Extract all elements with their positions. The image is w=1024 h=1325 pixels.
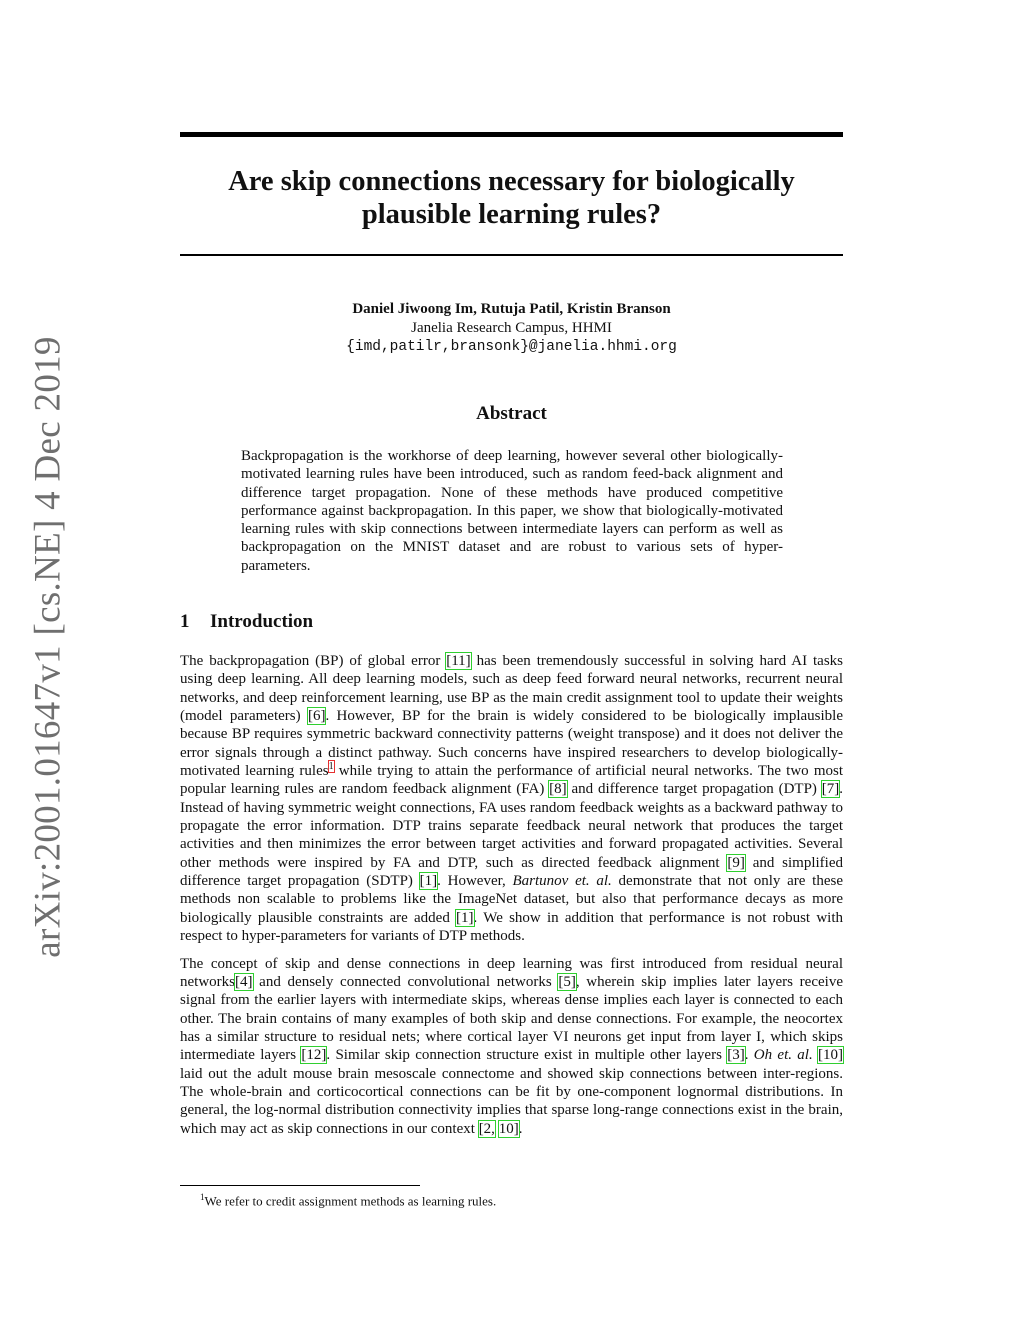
paper-title — [180, 165, 843, 231]
footnote-text: We refer to credit assignment methods as learning rules. — [204, 1193, 497, 1209]
text-run: demonstrate that not only are these methods non scalable to problems like the ImageNet dataset, but also that performance decays as more biologically plausible constraints are added — [180, 873, 843, 926]
abstract-heading: Abstract — [476, 403, 547, 424]
author-email[interactable]: {imd,patilr,bransonk}@janelia.hhmi.org — [346, 339, 677, 355]
text-run: and simplified difference target propagation (SDTP) — [180, 854, 843, 890]
text-run: and densely connected convolutional networks — [252, 973, 559, 990]
text-run: has been tremendously successful in solving hard AI tasks using deep learning. All deep learning models, such as deep feed forward neural networks, recurrent neural networks, and deep reinforcement learning, use BP as the main credit assignment tool to update their weights (model parameters) — [180, 653, 843, 725]
citation-link[interactable]: [6] — [307, 708, 326, 725]
citation-link[interactable]: [4] — [235, 973, 253, 990]
title-line-2: plausible learning rules? — [361, 199, 662, 230]
citation-link[interactable]: [8] — [549, 781, 567, 798]
citation-link[interactable]: 10] — [498, 1120, 519, 1137]
citation-link[interactable]: [9] — [727, 854, 745, 871]
footnote — [200, 1189, 496, 1209]
footnote-mark: 1 — [200, 1192, 205, 1202]
text-run: while trying to attain the performance of artificial neural networks. The two most popular learning rules are random feedback alignment (FA) — [180, 763, 843, 798]
citation-link[interactable]: [5] — [558, 973, 576, 990]
author-names: Daniel Jiwoong Im, Rutuja Patil, Kristin Branson — [352, 301, 671, 317]
title-line-1: Are skip connections necessary for biologically — [228, 166, 795, 197]
author-emphasis: Oh et. al. — [753, 1047, 813, 1064]
text-run: . We show in addition that performance is not robust with respect to hyper-parameters for variants of DTP methods. — [180, 909, 843, 945]
introduction-body — [180, 652, 843, 1147]
citation-link[interactable]: [1] — [456, 909, 474, 926]
text-run: . However, — [437, 873, 513, 890]
paragraph-1 — [180, 652, 843, 946]
author-emphasis: Bartunov et. al. — [512, 873, 612, 890]
text-run: . — [744, 1047, 754, 1064]
section-number: 1 — [180, 611, 190, 632]
citation-link[interactable]: [7] — [821, 781, 840, 798]
text-run: laid out the adult mouse brain mesoscale connectome and showed skip connections between inter-regions. The whole-brain and corticocortical connections can be fit by one-component lognormal distributions. In general, the log-normal distribution connectivity implies that sparse long-range connections exist in the brain, which may act as skip connections in our context — [180, 1065, 843, 1137]
citation-link[interactable]: [3] — [727, 1047, 745, 1064]
text-run: . Instead of having symmetric weight connections, FA uses random feedback weights as a backward pathway to propagate the error information. DTP trains separate feedback neural network that produces the target activities and then minimizes the error between target activities and forward propagated activities. Several other methods were inspired by FA and DTP, such as directed feedback alignment — [180, 781, 843, 871]
text-run: . Similar skip connection structure exist in multiple other layers — [326, 1047, 728, 1064]
text-run: . — [518, 1120, 523, 1137]
author-affiliation: Janelia Research Campus, HHMI — [411, 320, 612, 336]
arxiv-stamp-text: arXiv:2001.01647v1 [cs.NE] 4 Dec 2019 — [27, 336, 69, 958]
text-run: , wherein skip implies later layers receive signal from the earlier layers with intermediate skips, whereas dense implies each layer is connected to each other. The brain contains of many examples of both skip and dense connections. For example, the neocortex has a similar structure to residual nets; where cortical layer VI neurons get input from layer I, which skips intermediate layers — [180, 973, 843, 1064]
arxiv-identifier-stamp — [18, 336, 78, 958]
footnote-rule — [180, 1185, 420, 1186]
citation-link[interactable]: [10] — [818, 1047, 844, 1064]
citation-link[interactable]: [11] — [446, 653, 471, 669]
title-top-rule — [180, 132, 843, 137]
text-run: The concept of skip and dense connections in deep learning was first introduced from residual neural networks — [180, 955, 843, 990]
text-run: . However, BP for the brain is widely considered to be biologically implausible because BP requires symmetric backward connectivity patterns (weight transpose) and it does not deliver the error signals through a distinct pathway. Such concerns have inspired researchers to develop biologically-motivated learning rules — [180, 708, 844, 780]
author-block — [180, 300, 843, 357]
section-title: Introduction — [210, 611, 314, 632]
citation-link[interactable]: [2, — [478, 1120, 495, 1137]
citation-link[interactable]: [12] — [301, 1047, 327, 1064]
abstract-text: Backpropagation is the workhorse of deep learning, however several other biologically-motivated learning rules have been introduced, such as random feed-back alignment and difference target propagation. None of these methods have produced competitive performance against backpropagation. In this paper, we show that biologically-motivated learning rules with skip connections between intermediate layers can perform as well as backpropagation on the MNIST dataset and are robust to various sets of hyper-parameters. — [241, 448, 783, 574]
citation-link[interactable]: [1] — [419, 873, 438, 890]
title-bottom-rule — [180, 254, 843, 256]
paragraph-2 — [180, 955, 843, 1138]
text-run: and difference target propagation (DTP) — [566, 781, 822, 798]
section-heading-introduction — [180, 611, 313, 633]
footnote-reference[interactable]: 1 — [328, 761, 334, 773]
text-run: The backpropagation (BP) of global error — [180, 653, 447, 669]
